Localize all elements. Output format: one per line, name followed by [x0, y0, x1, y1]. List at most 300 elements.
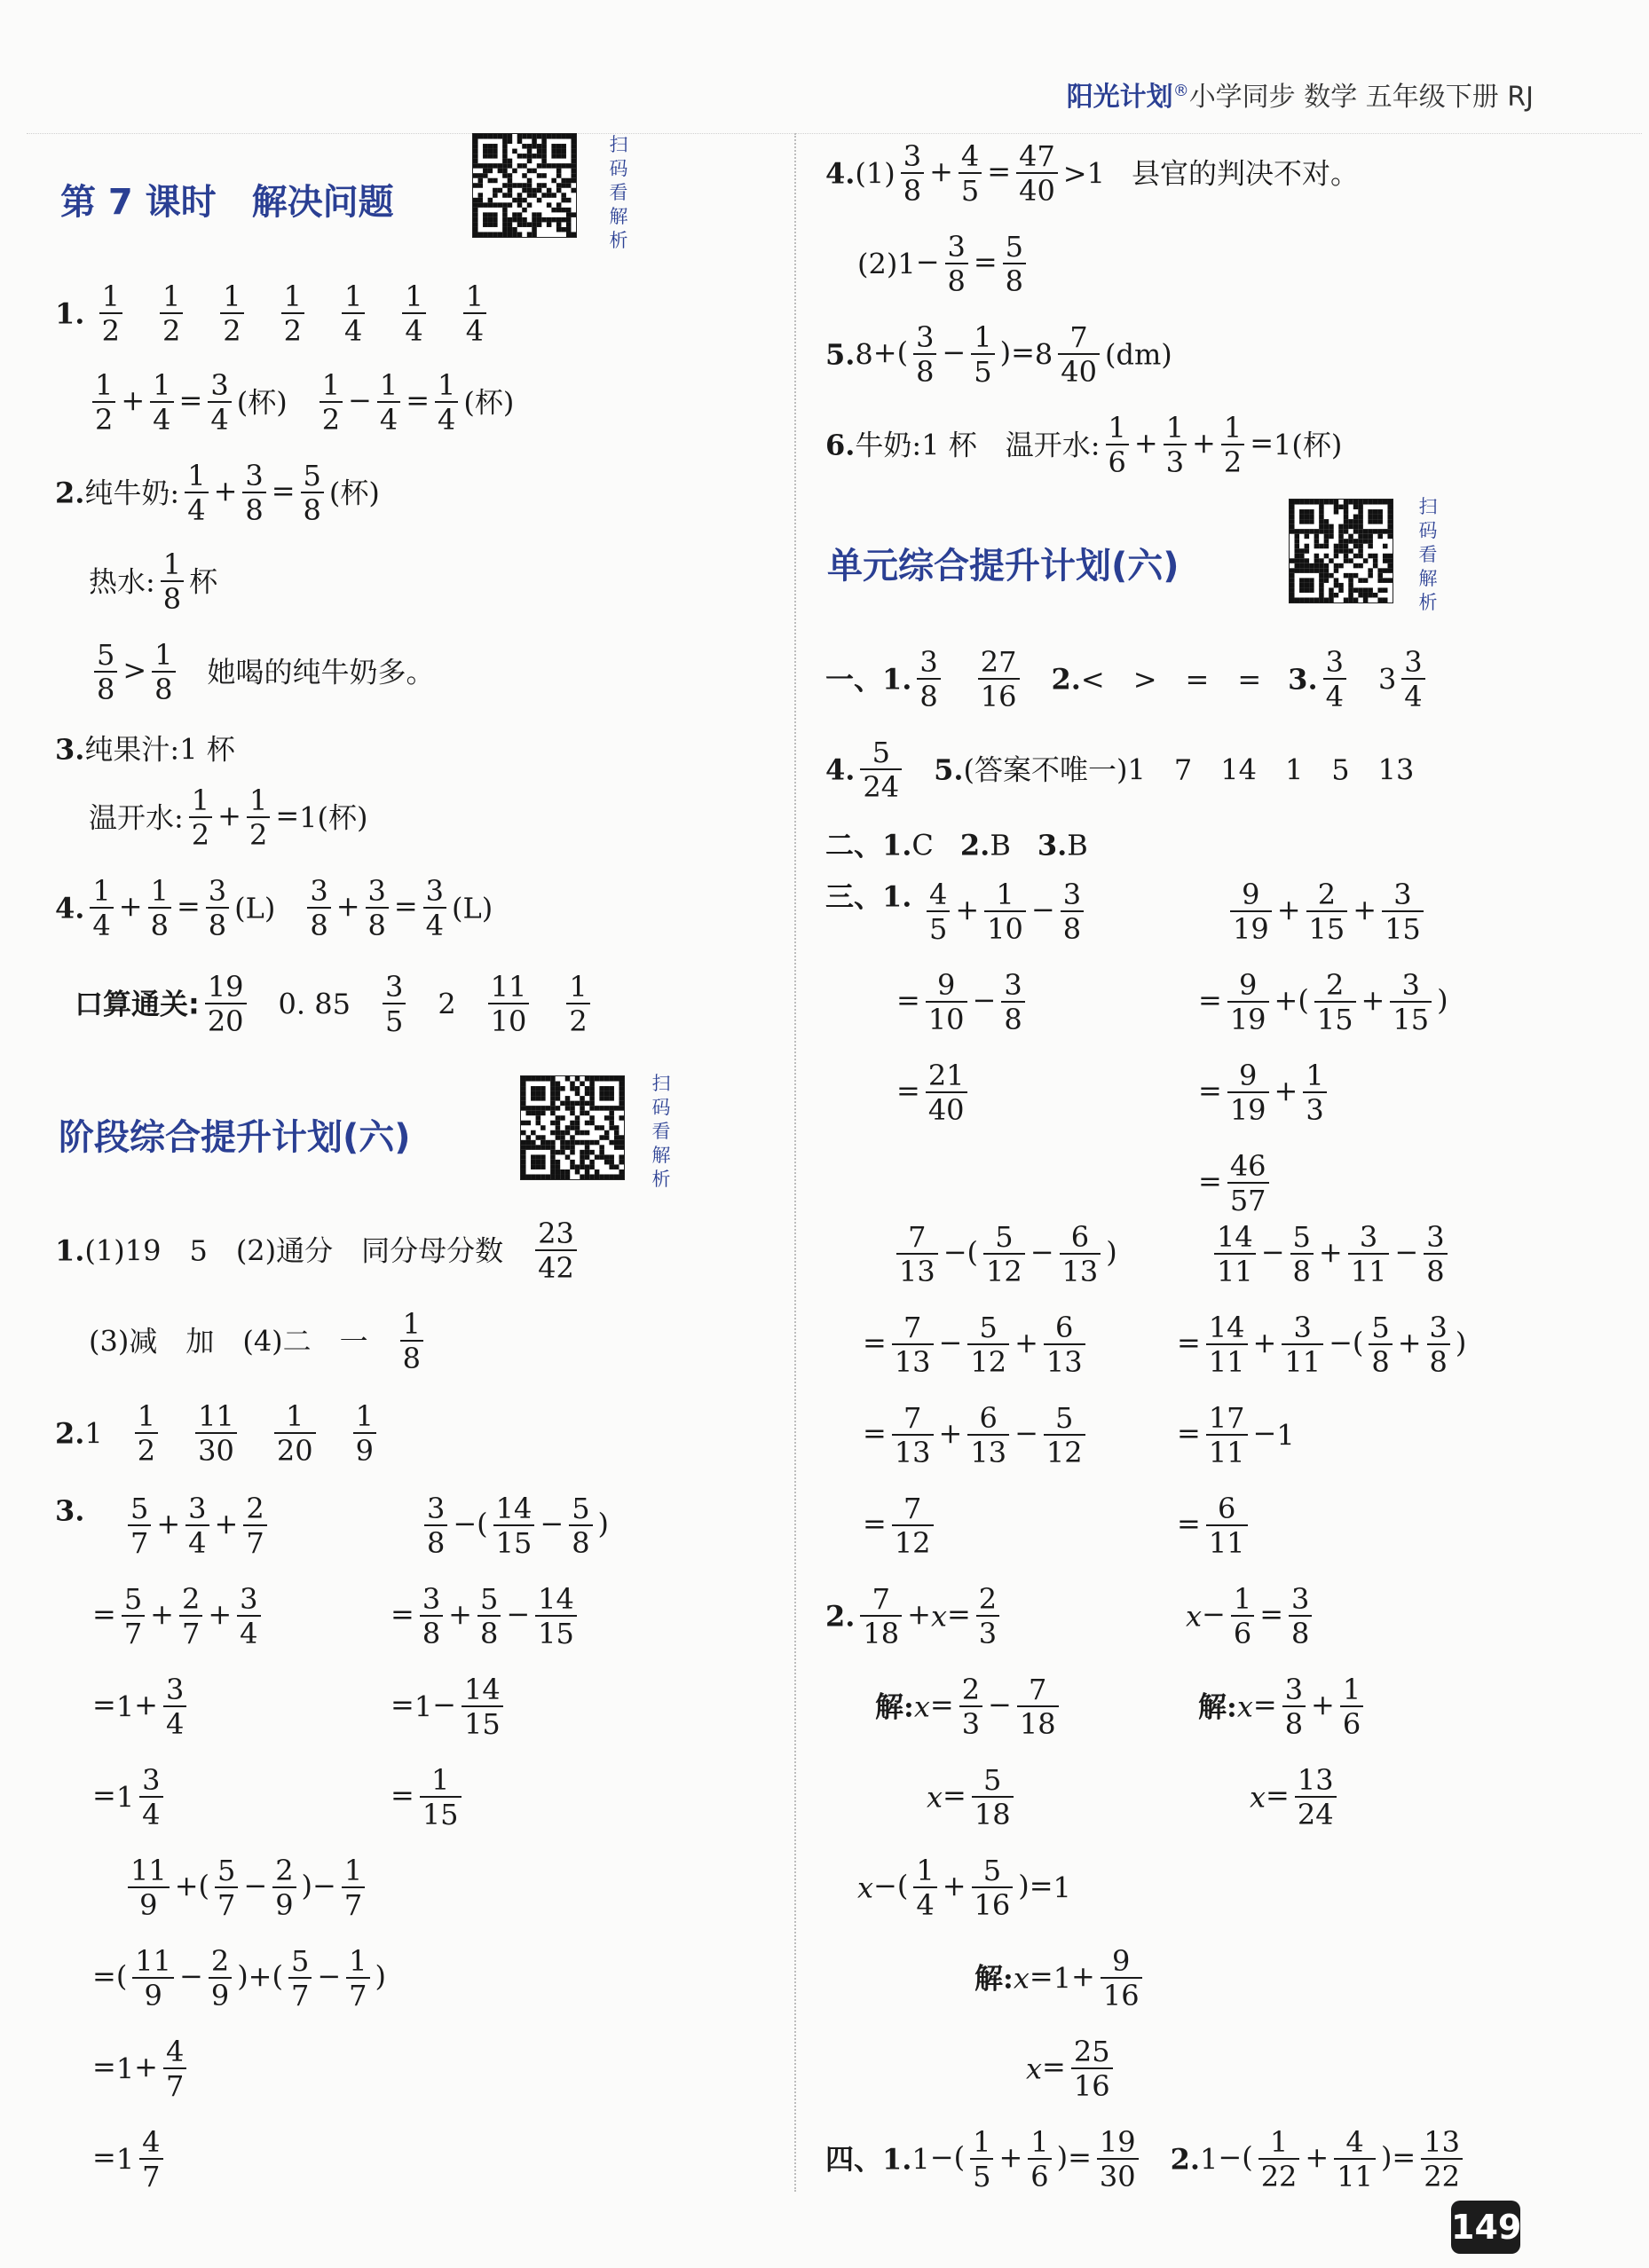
- calc-line: =1+ $\frac{3}{4}$: [92, 1675, 192, 1738]
- numerator: 1: [971, 323, 994, 355]
- denominator: 15: [1316, 1003, 1353, 1036]
- numerator: 1: [400, 1310, 423, 1342]
- header-rule: [27, 133, 1642, 134]
- fraction: [984, 878, 1026, 946]
- qr-pattern: [521, 1076, 624, 1179]
- numerator: 1: [1340, 1675, 1363, 1707]
- numerator: 1: [435, 371, 458, 403]
- fraction: [1101, 1944, 1142, 2012]
- denominator: 12: [894, 1526, 931, 1560]
- denominator: 24: [863, 770, 900, 804]
- denominator: 7: [165, 2069, 185, 2103]
- question-number: 4.: [825, 752, 856, 787]
- fraction: [1071, 2035, 1113, 2103]
- fraction: [983, 1220, 1025, 1288]
- denominator: 18: [974, 1798, 1011, 1831]
- fraction: [1227, 1059, 1269, 1127]
- denominator: 4: [344, 314, 363, 348]
- fraction: [420, 1582, 443, 1650]
- denominator: 2: [569, 1004, 588, 1038]
- fraction: [1044, 1311, 1085, 1379]
- numerator: 5: [301, 461, 324, 493]
- fraction: [926, 968, 967, 1036]
- s1-q2: 2.纯牛奶: $\frac{1}{4}$ + $\frac{3}{8}$ = $\frac{5}{8}$ (杯): [55, 459, 380, 527]
- denominator: 7: [246, 1526, 264, 1560]
- numerator: 14: [1214, 1223, 1256, 1255]
- part-label: (1): [855, 156, 896, 191]
- numerator: 2: [959, 1675, 982, 1707]
- denominator: 13: [894, 1436, 931, 1469]
- denominator: 11: [1208, 1345, 1245, 1379]
- denominator: 8: [422, 1617, 441, 1650]
- numerator: 7: [896, 1223, 938, 1255]
- variable: x: [913, 1689, 930, 1724]
- numerator: 1: [346, 1947, 369, 1979]
- numerator: 1: [420, 1766, 462, 1798]
- numerator: 5: [94, 641, 117, 673]
- fraction: [1303, 1059, 1326, 1127]
- denominator: 12: [986, 1255, 1022, 1288]
- answer-text: < > = =: [1080, 662, 1262, 697]
- calc-line: =1 $\frac{4}{7}$: [92, 2128, 169, 2191]
- fraction: [135, 1399, 158, 1468]
- numerator: 3: [242, 461, 265, 493]
- denominator: 4: [465, 314, 485, 348]
- denominator: 8: [367, 909, 386, 942]
- value: 1: [414, 1689, 433, 1724]
- fraction: [400, 1307, 423, 1375]
- numerator: 11: [488, 973, 530, 1004]
- denominator: 22: [1424, 2160, 1460, 2193]
- value: 1: [115, 1689, 135, 1724]
- unit: (杯): [328, 476, 380, 510]
- numerator: 19: [1097, 2128, 1139, 2160]
- numerator: 1: [1106, 413, 1129, 445]
- fraction: [535, 1582, 577, 1650]
- numerator: 3: [945, 232, 968, 264]
- denominator: 15: [538, 1617, 574, 1650]
- numerator: 5: [972, 1766, 1014, 1798]
- question-number: 3.: [1288, 662, 1318, 697]
- denominator: 4: [916, 1888, 935, 1922]
- numerator: 14: [462, 1675, 503, 1707]
- fraction: [366, 874, 389, 942]
- numerator: 5: [215, 1856, 238, 1888]
- denominator: 30: [198, 1434, 234, 1468]
- calc-line: 解:x= $\frac{2}{3}$ − $\frac{7}{18}$: [875, 1675, 1064, 1738]
- numerator: 1: [189, 786, 212, 818]
- denominator: 7: [217, 1888, 236, 1922]
- fraction: [242, 459, 265, 527]
- denominator: 7: [123, 1617, 143, 1650]
- numerator: 3: [139, 1766, 162, 1798]
- fraction: [288, 1944, 312, 2012]
- s3-q6: 6.牛奶:1 杯 温开水: $\frac{1}{6}$ + $\frac{1}{3}$ + $\frac{1}{2}$ =1(杯): [825, 411, 1343, 479]
- question-number: 3.: [1037, 828, 1068, 862]
- fraction: [128, 1492, 151, 1560]
- denominator: 4: [405, 314, 423, 348]
- fraction: [1060, 1220, 1101, 1288]
- fraction: [281, 280, 304, 348]
- variable: x: [1026, 2051, 1043, 2086]
- calc-line: = $\frac{7}{13}$ − $\frac{5}{12}$ + $\frac{6}{13}$: [863, 1313, 1091, 1376]
- numerator: 1: [247, 786, 270, 818]
- denominator: 8: [903, 174, 922, 208]
- numerator: 3: [208, 371, 231, 403]
- fraction: [320, 368, 343, 437]
- numerator: 46: [1227, 1152, 1269, 1184]
- page-number: 149: [1451, 2201, 1520, 2254]
- calc-line: = $\frac{9}{19}$ +( $\frac{2}{15}$ + $\frac{3}{15}$ ): [1198, 968, 1448, 1036]
- numerator: 1: [1303, 1061, 1326, 1093]
- calc-line: = $\frac{3}{8}$ + $\frac{5}{8}$ − $\frac{14}{15}$: [391, 1585, 582, 1648]
- s3-q4-b: (2)1− $\frac{3}{8}$ = $\frac{5}{8}$: [857, 232, 1031, 295]
- denominator: 40: [1061, 355, 1097, 389]
- denominator: 7: [343, 1888, 363, 1922]
- denominator: 2: [101, 314, 120, 348]
- label: 解:: [875, 1689, 914, 1724]
- denominator: 4: [1404, 680, 1423, 713]
- numerator: 1: [342, 282, 365, 314]
- question-number: 2.: [55, 1416, 85, 1451]
- answer-text: 纯果汁:1 杯: [84, 732, 235, 767]
- numerator: 5: [983, 1223, 1025, 1255]
- numerator: 1: [148, 877, 171, 909]
- denominator: 16: [1102, 1979, 1140, 2012]
- s2-q1-b: [89, 1307, 429, 1375]
- s4-part1: [825, 645, 1431, 713]
- denominator: 2: [1223, 445, 1243, 479]
- calc-line: $\frac{14}{11}$ − $\frac{5}{8}$ + $\frac{3}{11}$ − $\frac{3}{8}$: [1209, 1223, 1453, 1286]
- brand-name: 阳光计划: [1066, 82, 1173, 113]
- variable: x: [1236, 1689, 1253, 1724]
- answer-text: 县官的判决不对。: [1131, 156, 1359, 191]
- fraction: [1230, 878, 1272, 946]
- numerator: 5: [967, 1313, 1009, 1345]
- fraction: [247, 784, 270, 852]
- calc-line: x= $\frac{13}{24}$: [1250, 1766, 1342, 1829]
- denominator: 42: [538, 1251, 574, 1285]
- numerator: 1: [320, 371, 343, 403]
- denominator: 4: [92, 909, 111, 942]
- calc-line: = $\frac{9}{19}$ + $\frac{1}{3}$: [1198, 1061, 1332, 1124]
- numerator: 2: [209, 1947, 232, 1979]
- value: 1: [1053, 1870, 1071, 1905]
- label: 解:: [1198, 1689, 1237, 1724]
- calc-line: = $\frac{1}{15}$: [391, 1766, 467, 1829]
- calc-line: x= $\frac{5}{18}$: [927, 1766, 1019, 1829]
- numerator: 1: [1221, 413, 1244, 445]
- denominator: 4: [210, 403, 229, 437]
- numerator: 5: [1003, 232, 1026, 264]
- denominator: 5: [960, 174, 980, 208]
- denominator: 7: [142, 2160, 161, 2193]
- variable: x: [927, 1780, 943, 1815]
- calc-line: x− $\frac{1}{6}$ = $\frac{3}{8}$: [1186, 1585, 1317, 1648]
- denominator: 3: [961, 1707, 981, 1741]
- fraction: [959, 139, 982, 208]
- value: 1: [1276, 1418, 1295, 1453]
- label: 解:: [974, 1961, 1014, 1996]
- label: 口算通关:: [75, 987, 200, 1021]
- numerator: 4: [1334, 2128, 1376, 2160]
- numerator: 5: [477, 1585, 501, 1617]
- denominator: 7: [130, 1526, 149, 1560]
- fraction: [1017, 1673, 1059, 1741]
- numerator: 11: [195, 1402, 237, 1434]
- numerator: 3: [420, 1585, 443, 1617]
- numerator: 3: [1061, 880, 1084, 912]
- answer-text: 牛奶:1 杯 温开水:: [855, 428, 1101, 462]
- fraction: [307, 874, 330, 942]
- fraction: [1323, 645, 1346, 713]
- numerator: 5: [1290, 1223, 1314, 1255]
- fraction: [1044, 1401, 1085, 1469]
- denominator: 2: [321, 403, 341, 437]
- qr-code[interactable]: [520, 1075, 625, 1180]
- numerator: 4: [139, 2128, 162, 2160]
- numerator: 1: [342, 1856, 365, 1888]
- denominator: 8: [1291, 1617, 1310, 1650]
- numerator: 5: [569, 1494, 592, 1526]
- numerator: 2: [1314, 971, 1356, 1003]
- s1-q2-b: [89, 547, 218, 616]
- numerator: 7: [860, 1585, 902, 1617]
- fraction: [1016, 139, 1058, 208]
- fraction: [1227, 1149, 1269, 1217]
- value: >1: [1062, 156, 1105, 191]
- calc-line: $\frac{4}{5}$ + $\frac{1}{10}$ − $\frac{3}{8}$: [921, 880, 1089, 943]
- fraction: [424, 1492, 447, 1560]
- denominator: 2: [283, 314, 303, 348]
- denominator: 6: [1030, 2160, 1049, 2193]
- numerator: 1: [1231, 1585, 1254, 1617]
- numerator: 1: [353, 1402, 376, 1434]
- fraction: [139, 2125, 162, 2193]
- answer-text: B: [1067, 828, 1088, 862]
- denominator: 8: [572, 1526, 590, 1560]
- numerator: 7: [1017, 1675, 1059, 1707]
- calc-line: x−( $\frac{1}{4}$ + $\frac{5}{16}$ )=1: [857, 1854, 1071, 1922]
- calc-line: = $\frac{6}{11}$: [1177, 1494, 1253, 1557]
- calc-line: 解:x=1+ $\frac{9}{16}$: [974, 1947, 1148, 2010]
- answer-text: B: [990, 828, 1011, 862]
- fraction: [301, 459, 324, 527]
- fraction: [272, 1854, 296, 1922]
- denominator: 7: [181, 1617, 201, 1650]
- numerator: 27: [978, 648, 1020, 680]
- denominator: 12: [970, 1345, 1007, 1379]
- calc-line: = $\frac{46}{57}$: [1198, 1152, 1274, 1215]
- fraction: [423, 874, 446, 942]
- denominator: 8: [916, 355, 935, 389]
- denominator: 5: [974, 355, 992, 389]
- numerator: 6: [967, 1404, 1009, 1436]
- section-title: 单元综合提升计划(六): [827, 546, 1180, 587]
- numerator: 3: [1382, 880, 1424, 912]
- fraction: [1231, 1582, 1254, 1650]
- fraction: [488, 970, 530, 1038]
- numerator: 1: [984, 880, 1026, 912]
- numerator: 3: [206, 877, 229, 909]
- numerator: 7: [892, 1494, 934, 1526]
- unit: 杯: [189, 564, 218, 599]
- fraction: [972, 1854, 1014, 1922]
- calc-line: =( $\frac{11}{9}$ − $\frac{2}{9}$ )+( $\frac{5}{7}$ − $\frac{1}{7}$ ): [92, 1944, 386, 2012]
- denominator: 4: [240, 1617, 258, 1650]
- denominator: 8: [1062, 912, 1082, 946]
- denominator: 8: [1371, 1345, 1390, 1379]
- numerator: 1: [913, 1856, 936, 1888]
- denominator: 5: [384, 1004, 404, 1038]
- fraction: [209, 1944, 232, 2012]
- unit: (杯): [463, 385, 515, 420]
- calc-line: = $\frac{9}{10}$ − $\frac{3}{8}$: [896, 971, 1030, 1034]
- answer-text: (3)减 加 (4)二 一: [89, 1324, 368, 1358]
- denominator: 13: [899, 1255, 935, 1288]
- numerator: 1: [1164, 413, 1187, 445]
- question-number: 四、1.: [825, 2142, 912, 2177]
- section-title: 第 7 课时 解决问题: [60, 182, 394, 223]
- denominator: 11: [1337, 2160, 1373, 2193]
- question-number: 6.: [825, 428, 856, 462]
- fraction: [208, 368, 231, 437]
- denominator: 3: [1306, 1093, 1324, 1127]
- denominator: 19: [1229, 1003, 1266, 1036]
- numerator: 6: [1044, 1313, 1085, 1345]
- question-number: 4.: [825, 156, 856, 191]
- fraction: [463, 280, 486, 348]
- question-number: 2.: [1051, 662, 1081, 697]
- label: 纯牛奶:: [84, 476, 180, 510]
- fraction: [1058, 320, 1100, 389]
- numerator: 4: [927, 880, 950, 912]
- numerator: 3: [1323, 648, 1346, 680]
- variable: x: [930, 1599, 947, 1634]
- question-number: 3.: [55, 732, 85, 767]
- numerator: 5: [1369, 1313, 1392, 1345]
- fraction: [860, 1582, 902, 1650]
- question-number: 三、1.: [825, 879, 912, 914]
- denominator: 10: [927, 1003, 965, 1036]
- result: 1(杯): [299, 800, 368, 835]
- qr-pattern: [473, 134, 576, 237]
- fraction: [1421, 2125, 1463, 2193]
- fraction: [1390, 968, 1432, 1036]
- numerator: 1: [150, 371, 173, 403]
- variable: x: [1013, 1961, 1030, 1996]
- fraction: [1214, 1220, 1256, 1288]
- denominator: 8: [1284, 1707, 1304, 1741]
- denominator: 16: [1073, 2069, 1110, 2103]
- fraction: [892, 1311, 934, 1379]
- denominator: 8: [402, 1342, 422, 1375]
- calc-line: =1− $\frac{14}{15}$: [391, 1675, 509, 1738]
- fraction: [1001, 968, 1024, 1036]
- denominator: 15: [1308, 912, 1345, 946]
- fraction: [402, 280, 425, 348]
- fraction: [913, 1854, 936, 1922]
- fraction: [128, 1854, 170, 1922]
- calc-line: = $\frac{7}{13}$ + $\frac{6}{13}$ − $\frac{5}{12}$: [863, 1404, 1091, 1467]
- unit: (杯): [236, 385, 288, 420]
- numerator: 3: [1401, 648, 1424, 680]
- fraction: [569, 1492, 592, 1560]
- numerator: 1: [377, 371, 400, 403]
- question-number: 5.: [934, 752, 964, 787]
- fraction: [1097, 2125, 1139, 2193]
- numerator: 1: [99, 282, 122, 314]
- fraction: [1369, 1311, 1392, 1379]
- fraction: [1206, 1401, 1248, 1469]
- fraction: [959, 1673, 982, 1741]
- fraction: [122, 1582, 145, 1650]
- value: 0. 85: [278, 987, 351, 1021]
- numerator: 3: [307, 877, 330, 909]
- fraction: [892, 1492, 934, 1560]
- qr-code[interactable]: [1289, 499, 1393, 603]
- fraction: [205, 970, 247, 1038]
- numerator: 4: [163, 2037, 186, 2069]
- fraction: [477, 1582, 501, 1650]
- numerator: 5: [860, 738, 902, 770]
- numerator: 3: [1282, 1675, 1306, 1707]
- numerator: 3: [185, 1494, 209, 1526]
- fraction: [1206, 1311, 1248, 1379]
- fraction: [420, 1763, 462, 1831]
- qr-code[interactable]: [472, 133, 577, 238]
- fraction: [566, 970, 589, 1038]
- numerator: 9: [1230, 880, 1272, 912]
- qr-label: 扫码看解析: [1418, 496, 1438, 613]
- value: 1: [115, 2051, 135, 2086]
- value: 2: [438, 987, 456, 1021]
- numerator: 25: [1071, 2037, 1113, 2069]
- fraction: [1424, 1220, 1447, 1288]
- numerator: 11: [128, 1856, 170, 1888]
- fraction: [132, 1944, 174, 2012]
- s1-q3: [55, 732, 235, 767]
- variable: x: [857, 1870, 874, 1905]
- numerator: 1: [161, 550, 184, 582]
- question-number: 2.: [55, 476, 85, 510]
- numerator: 1: [274, 1402, 316, 1434]
- numerator: 14: [1206, 1313, 1248, 1345]
- fraction: [1427, 1311, 1450, 1379]
- numerator: 3: [913, 323, 936, 355]
- denominator: 3: [978, 1617, 998, 1650]
- numerator: 3: [1289, 1585, 1312, 1617]
- denominator: 8: [1429, 1345, 1448, 1379]
- s1-q2-c: $\frac{5}{8}$ > $\frac{1}{8}$ 她喝的纯牛奶多。: [89, 641, 435, 704]
- numerator: 3: [1001, 971, 1024, 1003]
- denominator: 16: [974, 1888, 1011, 1922]
- denominator: 11: [1208, 1526, 1245, 1560]
- numerator: 2: [243, 1494, 266, 1526]
- numerator: 3: [1282, 1313, 1323, 1345]
- denominator: 12: [1045, 1436, 1083, 1469]
- fraction: [148, 874, 171, 942]
- fraction: [1340, 1673, 1363, 1741]
- denominator: 9: [355, 1434, 374, 1468]
- numerator: 3: [237, 1585, 260, 1617]
- denominator: 22: [1260, 2160, 1298, 2193]
- section-title: 阶段综合提升计划(六): [59, 1117, 411, 1158]
- numerator: 3: [901, 142, 924, 174]
- fraction: [99, 280, 122, 348]
- value: 1: [115, 1780, 135, 1815]
- result: 1(杯): [1274, 428, 1343, 462]
